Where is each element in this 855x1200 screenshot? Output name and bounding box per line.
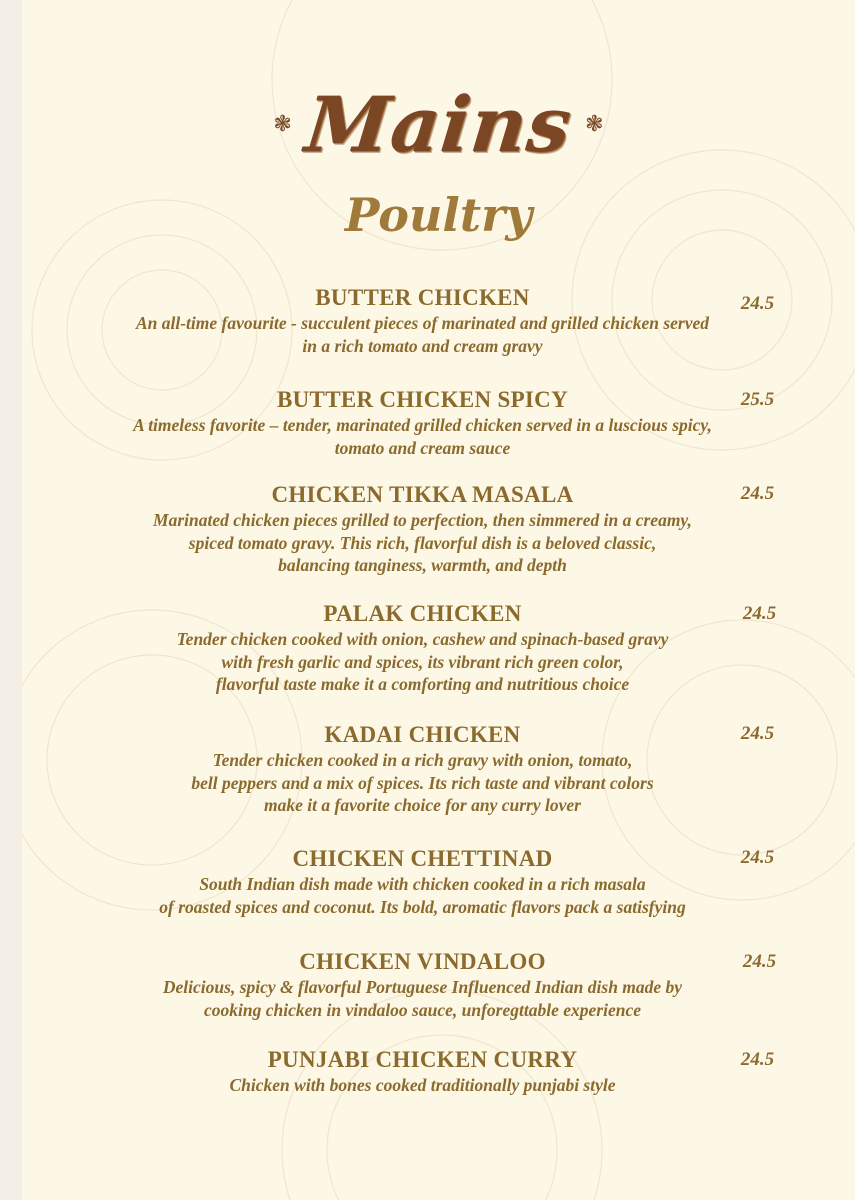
menu-item-price: 24.5 (740, 1049, 775, 1070)
menu-item-description: Tender chicken cooked with onion, cashew and spinach-based gravy with fresh garlic and spices, its vibrant rich green color, flavorful taste make it a comforting and nutritious choice (176, 629, 669, 694)
menu-item-price: 24.5 (742, 603, 777, 624)
section-title: Poultry (344, 188, 533, 242)
menu-item-price: 25.5 (740, 389, 775, 410)
menu-item-price: 24.5 (740, 723, 775, 744)
menu-item-name: PALAK CHICKEN (323, 601, 522, 626)
menu-item-price: 24.5 (740, 483, 775, 504)
menu-header (22, 70, 855, 180)
menu-item (100, 284, 745, 357)
menu-item-description: Marinated chicken pieces grilled to perfection, then simmered in a creamy, spiced tomato gravy. This rich, flavorful dish is a beloved classic, balancing tanginess, warmth, and depth (153, 510, 692, 575)
menu-item-name: CHICKEN TIKKA MASALA (271, 482, 574, 507)
menu-item (100, 721, 745, 817)
menu-item-price: 24.5 (742, 951, 777, 972)
menu-item-price: 24.5 (740, 293, 775, 314)
menu-item-name: BUTTER CHICKEN (315, 285, 530, 310)
menu-item-description: Tender chicken cooked in a rich gravy with onion, tomato, bell peppers and a mix of spices. Its rich taste and vibrant colors make it a favorite choice for any curry lover (191, 750, 654, 815)
menu-item (100, 948, 745, 1021)
menu-item-description: Delicious, spicy & flavorful Portuguese Influenced Indian dish made by cooking chicken in vindaloo sauce, unforegttable experience (162, 977, 683, 1020)
flower-ornament-icon: ❃ (273, 112, 292, 137)
page-title: Mains (301, 80, 576, 169)
menu-item-price: 24.5 (740, 847, 775, 868)
menu-item-description: A timeless favorite – tender, marinated grilled chicken served in a luscious spicy, tomato and cream sauce (133, 415, 712, 458)
menu-item-description: Chicken with bones cooked traditionally punjabi style (229, 1075, 616, 1095)
menu-item (100, 481, 745, 577)
menu-item-name: KADAI CHICKEN (324, 722, 521, 747)
menu-item-description: South Indian dish made with chicken cooked in a rich masala of roasted spices and coconut. Its bold, aromatic flavors pack a satisfying (159, 874, 686, 917)
menu-item (100, 600, 745, 696)
menu-item (100, 845, 745, 918)
flower-ornament-icon: ❃ (585, 112, 604, 137)
menu-item-name: CHICKEN VINDALOO (299, 949, 546, 974)
menu-item-name: PUNJABI CHICKEN CURRY (267, 1047, 578, 1072)
page-edge (0, 0, 22, 1200)
menu-item-name: BUTTER CHICKEN SPICY (277, 387, 568, 412)
menu-item (100, 1046, 745, 1097)
menu-item-name: CHICKEN CHETTINAD (292, 846, 553, 871)
menu-item (100, 386, 745, 459)
menu-item-description: An all-time favourite - succulent pieces of marinated and grilled chicken served in a rich tomato and cream gravy (135, 313, 710, 356)
